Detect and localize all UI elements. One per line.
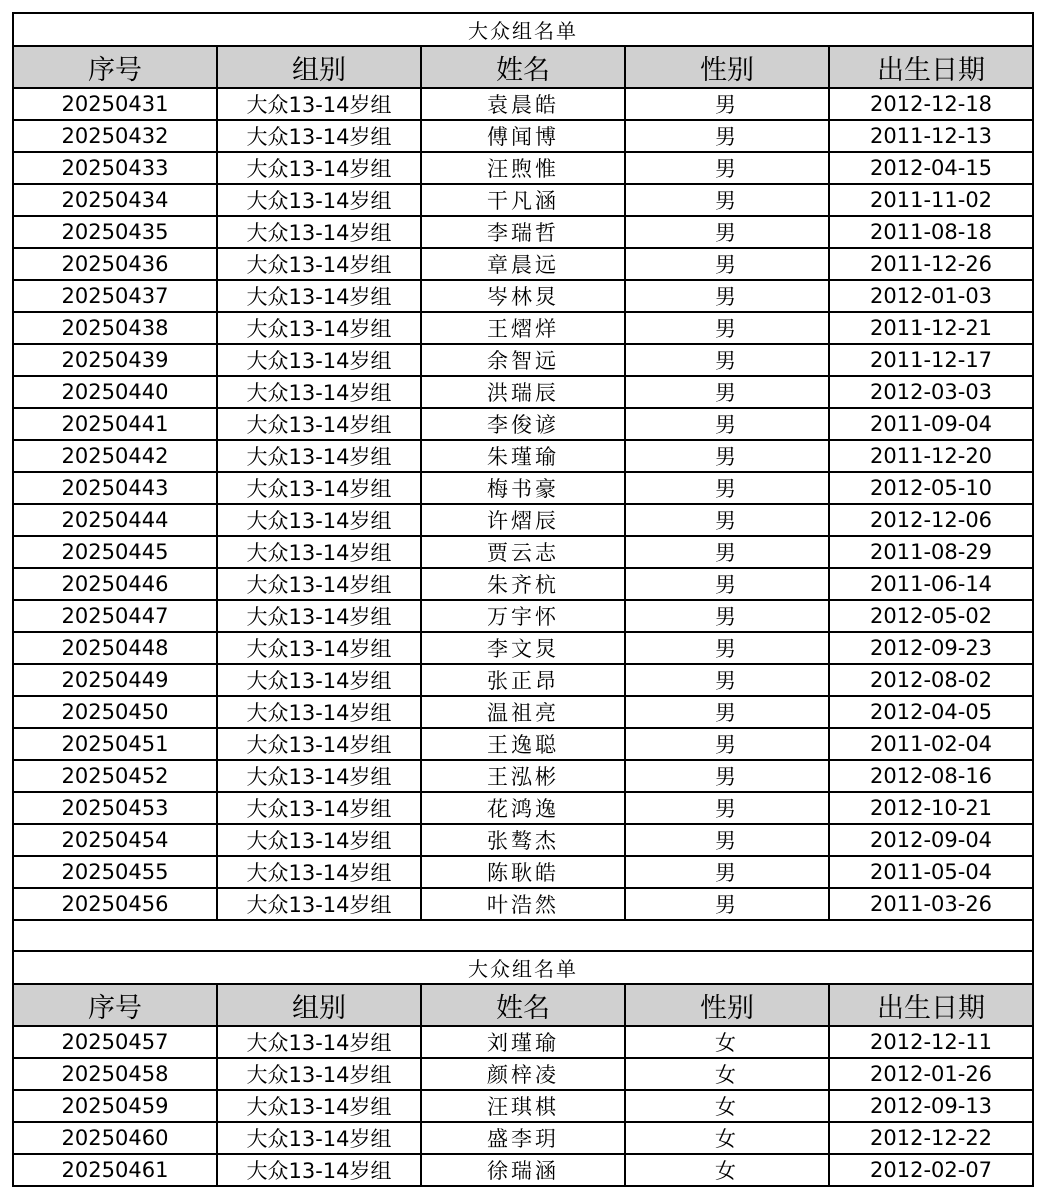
cell-group: 大众13-14岁组: [217, 312, 421, 344]
cell-gender: 男: [625, 824, 829, 856]
cell-gender: 男: [625, 760, 829, 792]
cell-name: 章晨远: [421, 248, 625, 280]
cell-id: 20250440: [13, 376, 217, 408]
cell-id: 20250449: [13, 664, 217, 696]
cell-birthdate: 2012-01-03: [829, 280, 1033, 312]
table-row: [13, 1058, 1033, 1090]
cell-name: 王逸聪: [421, 728, 625, 760]
cell-gender: 男: [625, 472, 829, 504]
table-row: [13, 184, 1033, 216]
cell-id: 20250450: [13, 696, 217, 728]
table-row: [13, 824, 1033, 856]
column-header-id: 序号: [13, 984, 217, 1026]
cell-group: 大众13-14岁组: [217, 536, 421, 568]
table-row: [13, 344, 1033, 376]
cell-name: 叶浩然: [421, 888, 625, 920]
cell-birthdate: 2012-12-22: [829, 1122, 1033, 1154]
cell-birthdate: 2012-09-04: [829, 824, 1033, 856]
cell-gender: 男: [625, 216, 829, 248]
cell-group: 大众13-14岁组: [217, 1122, 421, 1154]
cell-birthdate: 2012-09-13: [829, 1090, 1033, 1122]
cell-birthdate: 2012-04-15: [829, 152, 1033, 184]
spacer-cell: [13, 920, 1033, 951]
cell-group: 大众13-14岁组: [217, 728, 421, 760]
cell-name: 余智远: [421, 344, 625, 376]
cell-birthdate: 2012-09-23: [829, 632, 1033, 664]
cell-group: 大众13-14岁组: [217, 184, 421, 216]
table-row: [13, 376, 1033, 408]
cell-gender: 女: [625, 1154, 829, 1186]
cell-birthdate: 2012-03-03: [829, 376, 1033, 408]
cell-id: 20250433: [13, 152, 217, 184]
cell-name: 王泓彬: [421, 760, 625, 792]
cell-gender: 男: [625, 120, 829, 152]
cell-birthdate: 2011-12-17: [829, 344, 1033, 376]
cell-name: 温祖亮: [421, 696, 625, 728]
cell-id: 20250446: [13, 568, 217, 600]
cell-birthdate: 2011-08-18: [829, 216, 1033, 248]
cell-id: 20250431: [13, 88, 217, 120]
cell-group: 大众13-14岁组: [217, 120, 421, 152]
table-row: [13, 216, 1033, 248]
roster-sheet: [12, 12, 1034, 1187]
cell-gender: 男: [625, 696, 829, 728]
table-row: [13, 152, 1033, 184]
cell-name: 李文炅: [421, 632, 625, 664]
cell-gender: 男: [625, 792, 829, 824]
cell-group: 大众13-14岁组: [217, 1090, 421, 1122]
cell-group: 大众13-14岁组: [217, 632, 421, 664]
cell-birthdate: 2012-08-02: [829, 664, 1033, 696]
cell-name: 盛李玥: [421, 1122, 625, 1154]
cell-name: 岑林炅: [421, 280, 625, 312]
cell-name: 花鸿逸: [421, 792, 625, 824]
cell-name: 李瑞哲: [421, 216, 625, 248]
cell-group: 大众13-14岁组: [217, 408, 421, 440]
cell-group: 大众13-14岁组: [217, 152, 421, 184]
cell-gender: 男: [625, 376, 829, 408]
cell-gender: 男: [625, 408, 829, 440]
cell-name: 袁晨皓: [421, 88, 625, 120]
cell-gender: 男: [625, 856, 829, 888]
cell-birthdate: 2012-12-06: [829, 504, 1033, 536]
column-header-gender: 性别: [625, 46, 829, 88]
cell-gender: 男: [625, 280, 829, 312]
column-header-name: 姓名: [421, 984, 625, 1026]
cell-gender: 男: [625, 344, 829, 376]
cell-group: 大众13-14岁组: [217, 1026, 421, 1058]
spacer-row: [13, 920, 1033, 951]
table-row: [13, 440, 1033, 472]
cell-id: 20250443: [13, 472, 217, 504]
table-row: [13, 1026, 1033, 1058]
cell-birthdate: 2011-05-04: [829, 856, 1033, 888]
cell-group: 大众13-14岁组: [217, 856, 421, 888]
cell-group: 大众13-14岁组: [217, 568, 421, 600]
cell-group: 大众13-14岁组: [217, 824, 421, 856]
cell-birthdate: 2011-02-04: [829, 728, 1033, 760]
cell-gender: 男: [625, 184, 829, 216]
cell-id: 20250458: [13, 1058, 217, 1090]
table-row: [13, 600, 1033, 632]
cell-birthdate: 2012-10-21: [829, 792, 1033, 824]
table-row: [13, 1122, 1033, 1154]
cell-birthdate: 2012-08-16: [829, 760, 1033, 792]
cell-name: 梅书豪: [421, 472, 625, 504]
cell-gender: 男: [625, 664, 829, 696]
table-row: [13, 280, 1033, 312]
table-row: [13, 1090, 1033, 1122]
column-header-gender: 性别: [625, 984, 829, 1026]
cell-name: 傅闻博: [421, 120, 625, 152]
column-header-birthdate: 出生日期: [829, 984, 1033, 1026]
cell-birthdate: 2011-11-02: [829, 184, 1033, 216]
cell-id: 20250447: [13, 600, 217, 632]
cell-group: 大众13-14岁组: [217, 760, 421, 792]
cell-name: 万宇怀: [421, 600, 625, 632]
cell-gender: 男: [625, 888, 829, 920]
cell-group: 大众13-14岁组: [217, 472, 421, 504]
cell-group: 大众13-14岁组: [217, 696, 421, 728]
cell-birthdate: 2011-12-20: [829, 440, 1033, 472]
cell-gender: 男: [625, 440, 829, 472]
cell-birthdate: 2012-04-05: [829, 696, 1033, 728]
cell-group: 大众13-14岁组: [217, 504, 421, 536]
cell-group: 大众13-14岁组: [217, 344, 421, 376]
cell-id: 20250454: [13, 824, 217, 856]
cell-group: 大众13-14岁组: [217, 248, 421, 280]
table-row: [13, 472, 1033, 504]
cell-name: 许熠辰: [421, 504, 625, 536]
cell-name: 汪煦惟: [421, 152, 625, 184]
cell-group: 大众13-14岁组: [217, 440, 421, 472]
cell-gender: 男: [625, 536, 829, 568]
table-row: [13, 120, 1033, 152]
table-row: [13, 504, 1033, 536]
cell-gender: 女: [625, 1026, 829, 1058]
table-row: [13, 760, 1033, 792]
cell-name: 洪瑞辰: [421, 376, 625, 408]
cell-gender: 女: [625, 1058, 829, 1090]
column-header-birthdate: 出生日期: [829, 46, 1033, 88]
cell-group: 大众13-14岁组: [217, 280, 421, 312]
cell-group: 大众13-14岁组: [217, 792, 421, 824]
cell-name: 干凡涵: [421, 184, 625, 216]
table-row: [13, 792, 1033, 824]
roster-body: [13, 13, 1033, 1186]
cell-id: 20250438: [13, 312, 217, 344]
cell-birthdate: 2011-12-21: [829, 312, 1033, 344]
cell-gender: 男: [625, 728, 829, 760]
cell-id: 20250445: [13, 536, 217, 568]
cell-birthdate: 2012-01-26: [829, 1058, 1033, 1090]
cell-name: 汪琪棋: [421, 1090, 625, 1122]
cell-id: 20250459: [13, 1090, 217, 1122]
table-row: [13, 568, 1033, 600]
cell-id: 20250434: [13, 184, 217, 216]
cell-group: 大众13-14岁组: [217, 88, 421, 120]
cell-birthdate: 2012-05-02: [829, 600, 1033, 632]
cell-birthdate: 2012-02-07: [829, 1154, 1033, 1186]
section-title: 大众组名单: [13, 13, 1033, 46]
cell-gender: 男: [625, 88, 829, 120]
table-row: [13, 312, 1033, 344]
table-row: [13, 696, 1033, 728]
cell-birthdate: 2011-03-26: [829, 888, 1033, 920]
cell-name: 朱齐杭: [421, 568, 625, 600]
cell-group: 大众13-14岁组: [217, 216, 421, 248]
table-row: [13, 88, 1033, 120]
cell-name: 朱瑾瑜: [421, 440, 625, 472]
cell-id: 20250451: [13, 728, 217, 760]
cell-birthdate: 2011-12-26: [829, 248, 1033, 280]
cell-id: 20250448: [13, 632, 217, 664]
cell-birthdate: 2011-09-04: [829, 408, 1033, 440]
cell-id: 20250436: [13, 248, 217, 280]
cell-gender: 女: [625, 1090, 829, 1122]
cell-id: 20250437: [13, 280, 217, 312]
cell-name: 颜梓凌: [421, 1058, 625, 1090]
cell-birthdate: 2012-12-18: [829, 88, 1033, 120]
cell-gender: 男: [625, 504, 829, 536]
cell-birthdate: 2011-08-29: [829, 536, 1033, 568]
table-row: [13, 888, 1033, 920]
section-title-row: [13, 13, 1033, 46]
table-row: [13, 1154, 1033, 1186]
cell-id: 20250442: [13, 440, 217, 472]
cell-id: 20250455: [13, 856, 217, 888]
cell-gender: 男: [625, 312, 829, 344]
cell-gender: 男: [625, 600, 829, 632]
cell-name: 刘瑾瑜: [421, 1026, 625, 1058]
cell-name: 李俊谚: [421, 408, 625, 440]
column-header-id: 序号: [13, 46, 217, 88]
table-row: [13, 248, 1033, 280]
cell-name: 陈耿皓: [421, 856, 625, 888]
cell-group: 大众13-14岁组: [217, 1058, 421, 1090]
cell-group: 大众13-14岁组: [217, 1154, 421, 1186]
cell-group: 大众13-14岁组: [217, 664, 421, 696]
table-row: [13, 408, 1033, 440]
table-row: [13, 856, 1033, 888]
table-row: [13, 632, 1033, 664]
cell-id: 20250435: [13, 216, 217, 248]
cell-id: 20250456: [13, 888, 217, 920]
cell-id: 20250461: [13, 1154, 217, 1186]
cell-name: 王熠烊: [421, 312, 625, 344]
cell-birthdate: 2011-06-14: [829, 568, 1033, 600]
cell-gender: 男: [625, 632, 829, 664]
cell-name: 张骜杰: [421, 824, 625, 856]
cell-gender: 女: [625, 1122, 829, 1154]
column-header-group: 组别: [217, 46, 421, 88]
cell-id: 20250439: [13, 344, 217, 376]
cell-id: 20250457: [13, 1026, 217, 1058]
cell-id: 20250444: [13, 504, 217, 536]
table-row: [13, 664, 1033, 696]
cell-group: 大众13-14岁组: [217, 376, 421, 408]
column-header-group: 组别: [217, 984, 421, 1026]
column-header-name: 姓名: [421, 46, 625, 88]
cell-id: 20250441: [13, 408, 217, 440]
cell-group: 大众13-14岁组: [217, 600, 421, 632]
header-row: [13, 46, 1033, 88]
header-row: [13, 984, 1033, 1026]
cell-id: 20250460: [13, 1122, 217, 1154]
section-title: 大众组名单: [13, 951, 1033, 984]
cell-gender: 男: [625, 152, 829, 184]
cell-name: 徐瑞涵: [421, 1154, 625, 1186]
table-row: [13, 728, 1033, 760]
cell-gender: 男: [625, 568, 829, 600]
cell-name: 张正昂: [421, 664, 625, 696]
cell-group: 大众13-14岁组: [217, 888, 421, 920]
table-row: [13, 536, 1033, 568]
cell-gender: 男: [625, 248, 829, 280]
cell-birthdate: 2012-05-10: [829, 472, 1033, 504]
cell-birthdate: 2012-12-11: [829, 1026, 1033, 1058]
cell-id: 20250452: [13, 760, 217, 792]
section-title-row: [13, 951, 1033, 984]
cell-name: 贾云志: [421, 536, 625, 568]
cell-id: 20250453: [13, 792, 217, 824]
cell-id: 20250432: [13, 120, 217, 152]
cell-birthdate: 2011-12-13: [829, 120, 1033, 152]
